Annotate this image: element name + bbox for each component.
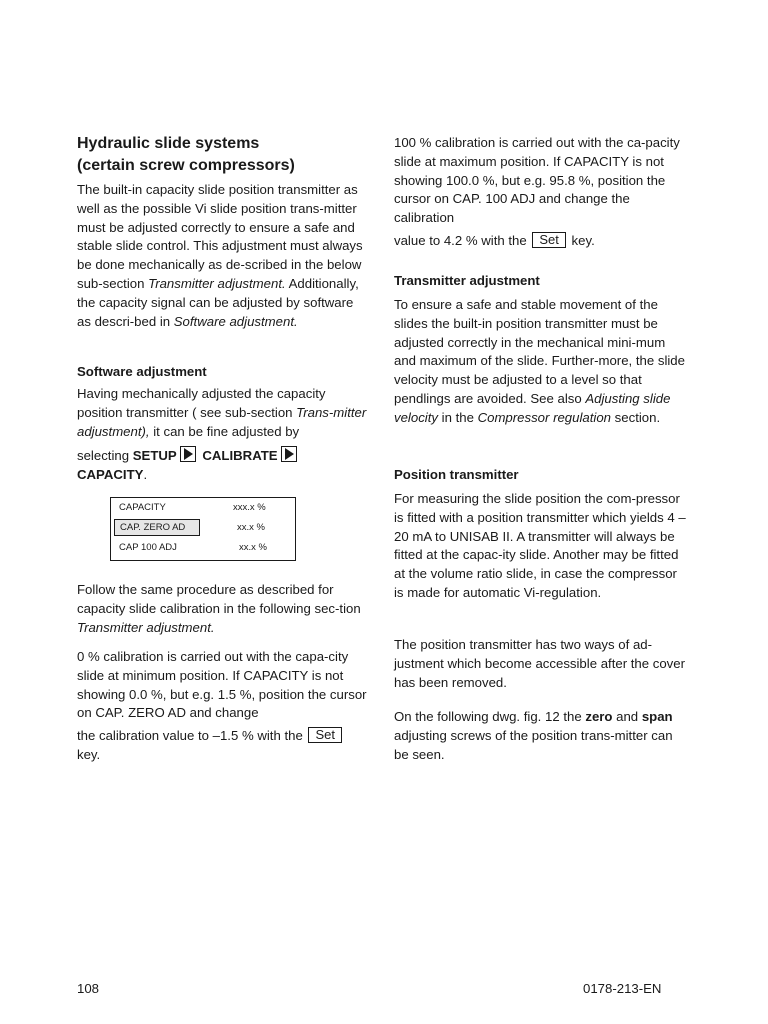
display-row-capacity <box>111 498 295 516</box>
key-word: key. <box>571 232 595 248</box>
cal100-paragraph <box>394 134 686 251</box>
ref-compressor-regulation: Compressor regulation <box>477 409 611 425</box>
display-value: xxx.x % <box>233 502 266 513</box>
menu-calibrate: CALIBRATE <box>202 448 278 464</box>
cal100-text: 100 % calibration is carried out with the ca-pacity slide at maximum position. If CAPACITY is not showing 100.0 %, but e.g. 95.8 %, position the cursor on CAP. 100 ADJ and change the calibration <box>394 135 680 226</box>
heading-line-1: Hydraulic slide systems <box>77 135 260 152</box>
arrow-right-icon <box>281 446 297 462</box>
dwg-zero: zero <box>585 709 613 724</box>
menu-capacity: CAPACITY <box>77 467 144 483</box>
zero-text: 0 % calibration is carried out with the capa-city slide at minimum position. If CAPACITY is not showing 0.0 %, but e.g. 1.5 %, position the cursor on CAP. ZERO AD and change <box>77 649 367 721</box>
intro-text: The built-in capacity slide position transmitter as well as the possible Vi slide position trans-mitter must be adjusted correctly to ensure a safe and stable slide control. This adjustment must always be done mechanically as de-scribed in the below sub-section <box>77 182 363 291</box>
document-code: 0178-213-EN <box>583 981 662 996</box>
capacity-display-panel <box>110 497 296 561</box>
software-text: Having mechanically adjusted the capacity position transmitter ( see sub-section <box>77 386 326 420</box>
menu-path: selecting SETUP CALIBRATE CAPACITY. <box>77 446 367 485</box>
ref-adjusting-slide-velocity: Adjusting slide velocity <box>394 390 671 425</box>
display-label: CAPACITY <box>119 502 166 513</box>
intro-ref-software: Software adjustment. <box>173 313 298 329</box>
section-heading <box>77 133 295 177</box>
display-value: xx.x % <box>237 522 265 533</box>
software-adjustment-heading: Software adjustment <box>77 364 207 379</box>
ways-text: The position transmitter has two ways of ad-justment which become accessible after the cover has been removed. <box>394 637 685 690</box>
display-row-cap-zero-ad <box>111 518 295 536</box>
zero-tail: the calibration value to –1.5 % with the <box>77 728 303 744</box>
transmitter-text: To ensure a safe and stable movement of the slides the built-in position transmitter must be adjusted correctly in the mechanical mini-mum and maximum of the slide. Further-more, the slide velocity must be adjusted to a level so that pendlings are avoided. See also <box>394 297 685 406</box>
transmitter-adjustment-heading: Transmitter adjustment <box>394 273 540 288</box>
dwg-span: span <box>641 709 673 724</box>
intro-paragraph <box>77 181 367 331</box>
software-ref: Trans-mitter adjustment), <box>77 404 367 439</box>
cal100-tail: value to 4.2 % with the <box>394 232 527 248</box>
transmitter-paragraph: To ensure a safe and stable movement of the slides the built-in position transmitter must be adjusted correctly in the mechanical mini-mum and maximum of the slide. Further-more, the slide velocity must be adjusted to a level so that pendlings are avoided. See also Adjusting slide velocity in the Compressor regulation section. <box>394 297 685 425</box>
ways-paragraph <box>394 636 686 692</box>
dwg-paragraph: On the following dwg. fig. 12 the zero and span adjusting screws of the position trans-mitter can be seen. <box>394 709 673 762</box>
position-paragraph <box>394 490 686 603</box>
set-key: Set <box>532 232 566 248</box>
key-word: key. <box>77 746 101 762</box>
page-number: 108 <box>77 981 100 996</box>
position-text: For measuring the slide position the com-pressor is fitted with a position transmitter which yields 4 – 20 mA to UNISAB II. A transmitter will always be fitted at the capac-ity slide. Another may be fitted at the volume ratio slide, in case the compressor is made for automatic Vi-regulation. <box>394 491 686 600</box>
display-label-selected: CAP. ZERO AD <box>114 519 200 536</box>
follow-ref: Transmitter adjustment. <box>77 619 215 635</box>
display-row-cap-100-adj <box>111 538 295 556</box>
set-key: Set <box>308 727 342 743</box>
arrow-right-icon <box>180 446 196 462</box>
intro-mid-text: Additionally, the capacity signal can be adjusted by software as descri-bed in <box>77 275 359 329</box>
intro-ref-transmitter: Transmitter adjustment. <box>148 275 286 291</box>
heading-line-2: (certain screw compressors) <box>77 157 295 174</box>
position-transmitter-heading: Position transmitter <box>394 467 519 482</box>
display-label: CAP 100 ADJ <box>119 542 177 553</box>
follow-paragraph <box>77 581 367 637</box>
software-text-2: it can be fine adjusted by <box>153 423 300 439</box>
software-paragraph <box>77 385 367 485</box>
follow-text: Follow the same procedure as described for capacity slide calibration in the following sec-tion <box>77 582 361 616</box>
selecting-text: selecting <box>77 448 130 464</box>
display-value: xx.x % <box>239 542 267 553</box>
menu-setup: SETUP <box>132 448 177 464</box>
zero-calibration-paragraph <box>77 648 367 765</box>
